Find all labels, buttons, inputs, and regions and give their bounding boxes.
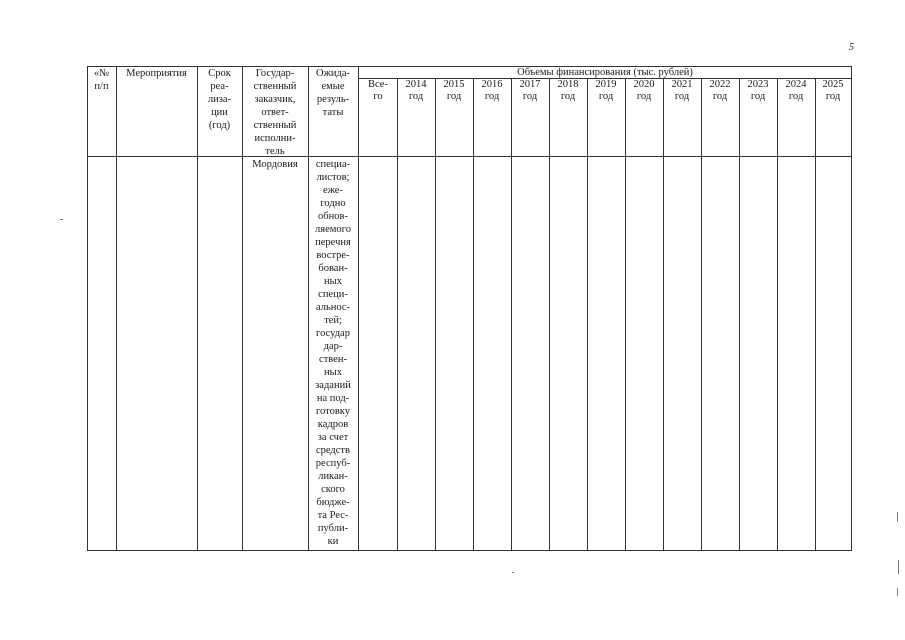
- header-year-2016: 2016 год: [481, 79, 503, 102]
- header-year-2020: 2020 год: [633, 79, 655, 102]
- header-year-2019: 2019 год: [595, 79, 617, 102]
- header-year-2021: 2021 год: [671, 79, 693, 102]
- header-year-2023: 2023 год: [747, 79, 769, 102]
- header-funding-group: Объемы финансирования (тыс. рублей): [517, 67, 693, 78]
- header-bottom-border: [87, 156, 852, 157]
- header-results: Ожида- емые резуль- таты: [316, 68, 350, 118]
- header-year-2022: 2022 год: [709, 79, 731, 102]
- col-border: [663, 78, 664, 551]
- col-border: [473, 78, 474, 551]
- row-customer: Мордовия: [252, 159, 298, 170]
- scan-speck: [512, 572, 514, 573]
- col-border: [851, 66, 852, 551]
- col-border: [587, 78, 588, 551]
- header-year-2024: 2024 год: [785, 79, 807, 102]
- header-year-2015: 2015 год: [443, 79, 465, 102]
- header-customer: Государ- ственный заказчик, ответ- ственный исполни- тель: [253, 68, 297, 157]
- scan-edge-mark: [897, 512, 898, 522]
- col-border: [197, 66, 198, 551]
- col-border: [358, 66, 359, 551]
- header-year-2025: 2025 год: [822, 79, 844, 102]
- col-border: [777, 78, 778, 551]
- funding-table: [87, 66, 852, 551]
- header-total: Все- го: [368, 79, 388, 102]
- col-border: [739, 78, 740, 551]
- col-border: [397, 78, 398, 551]
- row-results: специа- листов; еже- годно обнов- ляемого перечня востре- бован- ных специ- альнос- тей; государ дар- ствен- ных заданий на под- готовку кадров за счет средств респуб- ликан- ского бюдже- та Рес- публи- ки: [315, 159, 351, 547]
- col-border: [116, 66, 117, 551]
- col-border: [625, 78, 626, 551]
- col-border: [511, 78, 512, 551]
- header-year-2018: 2018 год: [557, 79, 579, 102]
- col-border: [435, 78, 436, 551]
- col-border: [549, 78, 550, 551]
- header-measures: Мероприятия: [126, 68, 187, 79]
- scan-edge-mark: [898, 560, 899, 574]
- header-period: Срок реа- лиза- ции (год): [207, 68, 232, 131]
- table-bottom-border: [87, 550, 852, 551]
- col-border: [87, 66, 88, 551]
- page-number: 5: [849, 42, 854, 53]
- col-border: [701, 78, 702, 551]
- header-number: «№ п/п: [93, 68, 110, 92]
- col-border: [815, 78, 816, 551]
- scan-speck: [60, 219, 63, 220]
- scan-edge-mark: [897, 588, 898, 596]
- header-year-2017: 2017 год: [519, 79, 541, 102]
- header-year-2014: 2014 год: [405, 79, 427, 102]
